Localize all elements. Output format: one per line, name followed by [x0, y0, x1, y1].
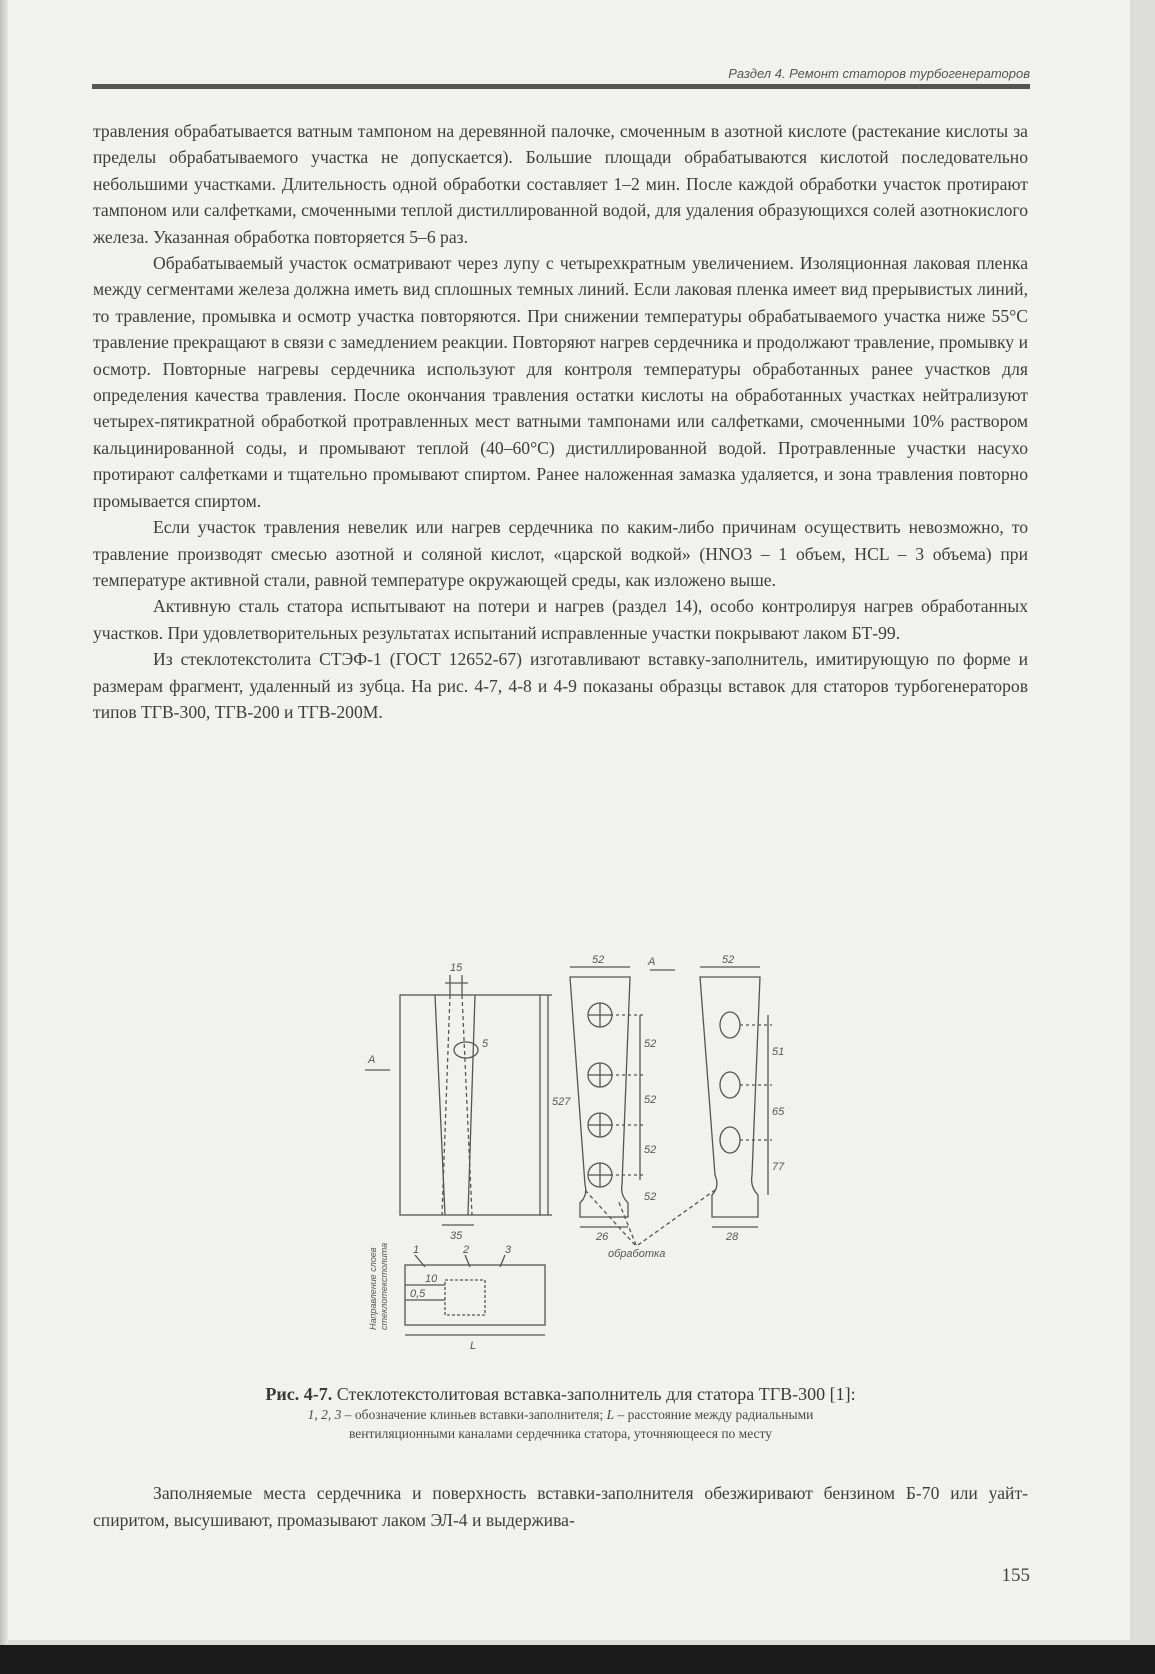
- running-head: Раздел 4. Ремонт статоров турбогенераторов: [728, 66, 1030, 81]
- dim-mid-2: 52: [644, 1094, 657, 1106]
- callout-3: 3: [505, 1244, 512, 1256]
- caption-line-2: [93, 1405, 1028, 1424]
- callout-2: 2: [463, 1244, 470, 1256]
- side-label-2: стеклотекстолита: [379, 1242, 389, 1330]
- dim-s: 5: [482, 1038, 489, 1050]
- dim-top-right: 52: [722, 954, 735, 966]
- dim-right-2: 65: [772, 1106, 785, 1118]
- body-text-after-figure: [93, 1480, 1028, 1534]
- label-section-a-top: А: [648, 956, 656, 968]
- header-rule: [92, 84, 1030, 89]
- caption-keys: 1, 2, 3: [307, 1407, 342, 1422]
- insert-front-view: [400, 995, 540, 1215]
- dim-bottom-left: 35: [450, 1230, 463, 1242]
- dim-mid-1: 52: [644, 1038, 657, 1050]
- dim-bottom-mid: 26: [596, 1231, 609, 1243]
- page-number: 155: [1001, 1565, 1030, 1586]
- dim-right-1: 51: [772, 1046, 785, 1058]
- dim-right-3: 77: [772, 1161, 785, 1173]
- caption-key-L: L: [606, 1407, 615, 1422]
- callout-1: 1: [413, 1244, 420, 1256]
- paragraph-3: Если участок травления невелик или нагрев сердечника по каким-либо причинам осуществить невозможно, то травление производят смесью азотной и соляной кислот, «царской водкой» (HNO3 – 1 объем, HCL – 3 объема) при температуре активной стали, равной температуре окружающей среды, как изложено выше.: [93, 517, 1028, 590]
- figure-caption: [93, 1384, 1028, 1443]
- dim-mid-4: 52: [644, 1191, 657, 1203]
- dim-05: 0,5: [410, 1288, 426, 1300]
- caption-line2-text: – обозначение клиньев вставки-заполнителя;: [341, 1407, 607, 1422]
- body-text: [93, 118, 1028, 725]
- caption-title-text: Стеклотекстолитовая вставка-заполнитель для статора ТГВ-300 [1]:: [332, 1384, 856, 1404]
- caption-line2-end: – расстояние между радиальными: [614, 1407, 814, 1422]
- dim-L: L: [470, 1340, 477, 1352]
- dim-top-mid: 52: [592, 954, 605, 966]
- paragraph-2: Обрабатываемый участок осматривают через лупу с четырехкратным увеличением. Изоляционная лаковая пленка между сегментами железа должна иметь вид сплошных темных линий. Если лаковая пленка имеет вид прерывистых линий, то травление, промывка и осмотр участка повторяются. При снижении температуры обрабатываемого участка ниже 55°С травление прекращают в связи с замедлением реакции. Повторяют нагрев сердечника и продолжают травление, промывку и осмотр. Повторные нагревы сердечника используют для контроля температуры обработанных ранее участков для определения качества травления. После окончания травления остатки кислоты на обработанных участках нейтрализуют четырех-пятикратной обработкой протравленных мест ватными тампонами или салфетками, смоченными 10% раствором кальцинированной соды, и промывают теплой (40–60°С) дистиллированной водой. Протравленные участки насухо протирают салфетками и тщательно промывают спиртом. Ранее наложенная замазка удаляется, и зона травления повторно промывается спиртом.: [93, 253, 1028, 511]
- caption-line-3: вентиляционными каналами сердечника статора, уточняющееся по месту: [348, 1426, 773, 1441]
- page-spine-shadow: [0, 0, 8, 1645]
- paragraph-1: травления обрабатывается ватным тампоном на деревянной палочке, смоченным в азотной кислоте (растекание кислоты за пределы обрабатываемого участка не допускается). Большие площади обрабатываются кислотой последовательно небольшими участками. Длительность одной обработки составляет 1–2 мин. После каждой обработки участок протирают тампоном или салфетками, смоченными теплой дистиллированной водой, для удаления образующихся солей азотнокислого железа. Указанная обработка повторяется 5–6 раз.: [93, 121, 1028, 247]
- technical-drawing: [370, 955, 1050, 1375]
- paragraph-5: Из стеклотекстолита СТЭФ-1 (ГОСТ 12652-67) изготавливают вставку-заполнитель, имитирующую по форме и размерам фрагмент, удаленный из зубца. На рис. 4-7, 4-8 и 4-9 показаны образцы вставок для статоров турбогенераторов типов ТГВ-300, ТГВ-200 и ТГВ-200М.: [93, 649, 1028, 722]
- label-section-a-left: А: [368, 1054, 376, 1066]
- side-label-1: Направление слоев: [368, 1247, 378, 1330]
- processing-label: обработка: [608, 1248, 666, 1260]
- dim-bottom-right: 28: [726, 1231, 739, 1243]
- scan-bottom-edge: [0, 1645, 1155, 1674]
- paragraph-6: Заполняемые места сердечника и поверхность вставки-заполнителя обезжиривают бензином Б-70 или уайт-спиритом, высушивают, промазывают лаком ЭЛ-4 и выдержива-: [93, 1483, 1028, 1530]
- caption-number: Рис. 4-7.: [265, 1384, 333, 1404]
- dim-10: 10: [425, 1273, 438, 1285]
- caption-title: [93, 1384, 1028, 1405]
- dim-top-left: 15: [450, 962, 463, 974]
- dim-height-left: 527: [552, 1096, 571, 1108]
- paragraph-4: Активную сталь статора испытывают на потери и нагрев (раздел 14), особо контролируя нагрев обработанных участков. При удовлетворительных результатах испытаний исправленные участки покрывают лаком БТ-99.: [93, 596, 1028, 643]
- insert-section-view: [700, 977, 760, 1217]
- dim-mid-3: 52: [644, 1144, 657, 1156]
